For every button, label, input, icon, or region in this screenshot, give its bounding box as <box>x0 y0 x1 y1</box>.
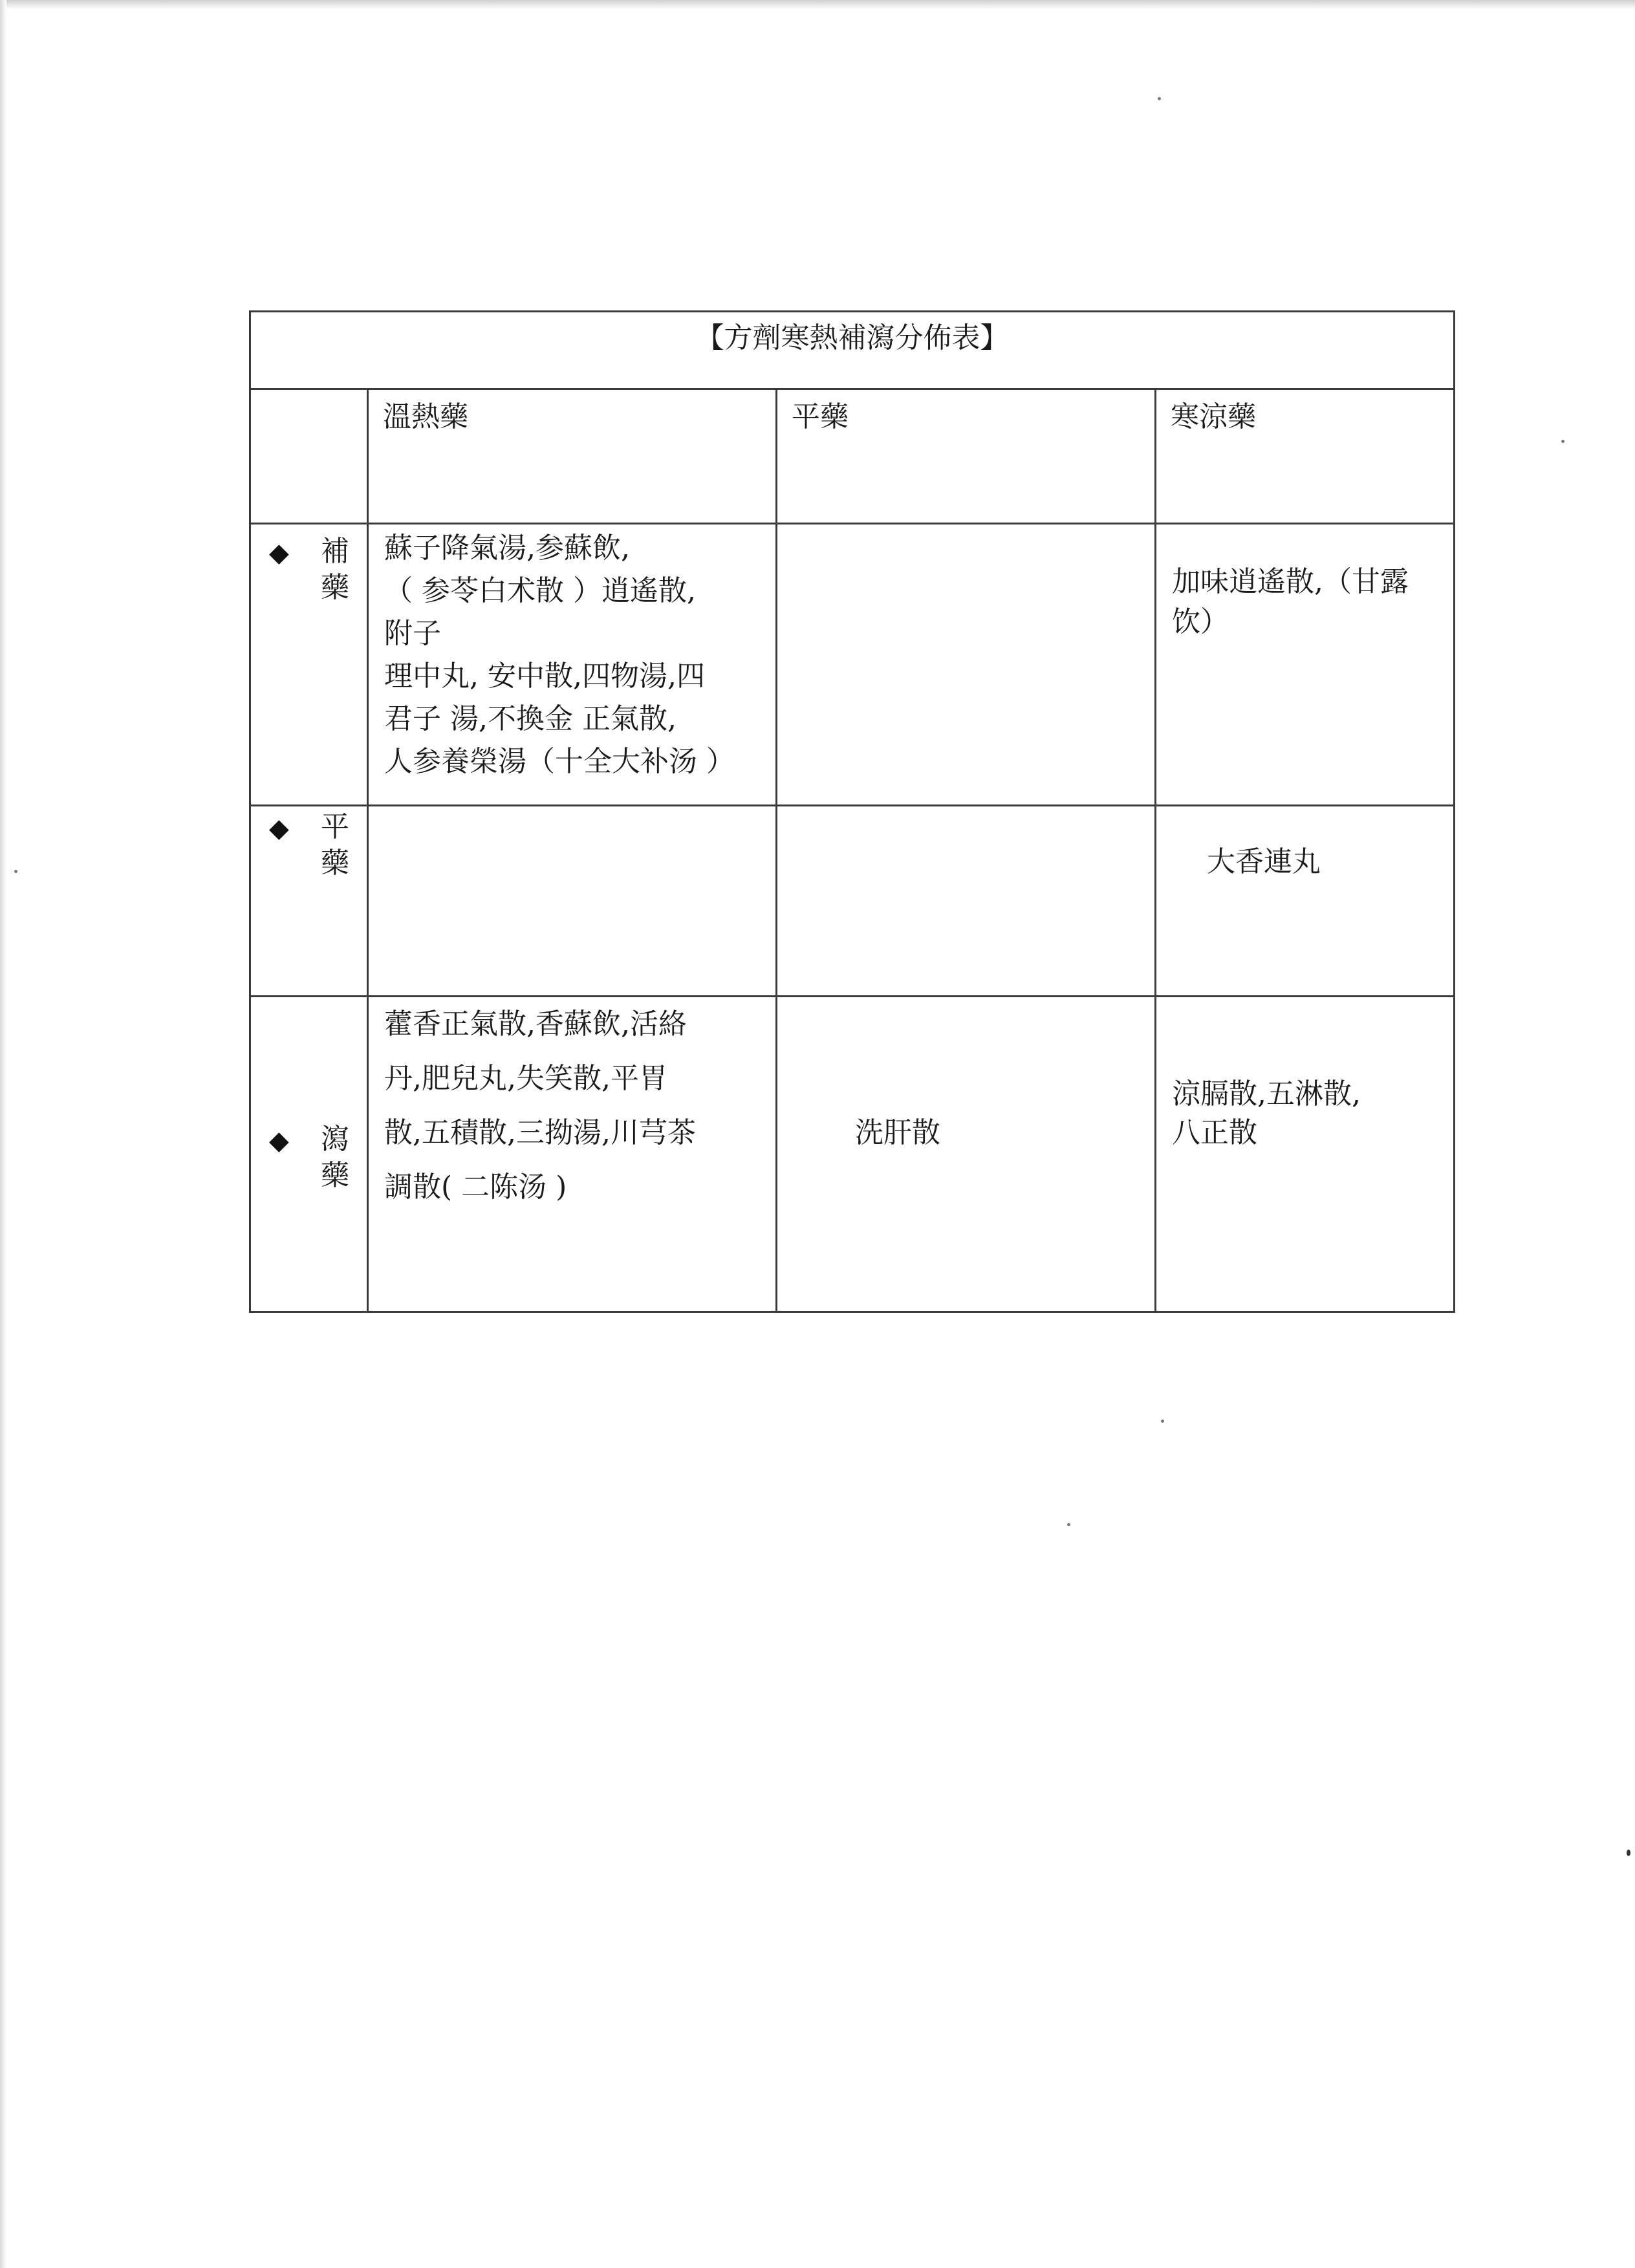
cell-neutral <box>777 806 1156 997</box>
row-label-cell <box>250 806 368 997</box>
cell-warm <box>368 806 777 997</box>
header-neutral: 平藥 <box>777 389 1156 524</box>
cell-warm <box>368 524 777 806</box>
table-row-purgative <box>250 997 1455 1312</box>
header-warm: 溫熱藥 <box>368 389 777 524</box>
cell-neutral-text <box>777 524 1154 531</box>
row-label: 瀉藥 <box>321 1123 349 1192</box>
scan-speck <box>1627 1850 1630 1856</box>
table-row-neutral <box>250 806 1455 997</box>
cell-warm-text: 蘇子降氣湯,参蘇飲, （ 参苓白术散 ）逍遙散, 附子 理中丸, 安中散,四物湯,四 君子 湯,不換金 正氣散, 人参養榮湯（十全大补汤 ） <box>384 532 735 778</box>
table-title-cell <box>250 312 1455 389</box>
cell-cold-text: 加味逍遙散,（甘露 饮） <box>1172 565 1409 638</box>
scan-speck <box>1161 1420 1164 1423</box>
cell-cold <box>1156 524 1455 806</box>
cell-neutral-text: 洗肝散 <box>855 1116 940 1149</box>
cell-cold <box>1156 997 1455 1312</box>
cell-cold-text: 大香連丸 <box>1207 845 1321 878</box>
diamond-bullet-icon: ◆ <box>269 1126 289 1156</box>
row-label: 平藥 <box>321 810 349 880</box>
header-corner-cell <box>250 389 368 524</box>
diamond-bullet-icon: ◆ <box>269 814 289 843</box>
header-cold: 寒涼藥 <box>1156 389 1455 524</box>
diamond-bullet-icon: ◆ <box>269 538 289 568</box>
cell-neutral <box>777 997 1156 1312</box>
cell-neutral-text <box>777 806 1154 813</box>
scan-speck <box>1561 440 1565 443</box>
formula-distribution-table <box>249 310 1455 1313</box>
cell-warm-text: 藿香正氣散,香蘇飲,活絡 丹,肥兒丸,失笑散,平胃 散,五積散,三拗湯,川芎茶 調散( 二陈汤 ) <box>384 1008 696 1204</box>
scan-edge-top <box>0 0 1635 9</box>
table-row-tonic <box>250 524 1455 806</box>
scan-speck <box>1067 1523 1070 1526</box>
cell-cold-text: 涼膈散,五淋散, 八正散 <box>1172 1077 1361 1149</box>
cell-neutral <box>777 524 1156 806</box>
scan-edge-left <box>0 0 6 2268</box>
scan-speck <box>14 870 17 873</box>
row-label: 補藥 <box>321 535 349 604</box>
scan-speck <box>1158 97 1161 100</box>
row-label-cell <box>250 997 368 1312</box>
table-title-row <box>250 312 1455 389</box>
table-title: 【方劑寒熱補瀉分佈表】 <box>695 321 1009 354</box>
cell-warm-text <box>369 806 775 813</box>
table-header-row <box>250 389 1455 524</box>
row-label-cell <box>250 524 368 806</box>
cell-cold <box>1156 806 1455 997</box>
cell-warm <box>368 997 777 1312</box>
